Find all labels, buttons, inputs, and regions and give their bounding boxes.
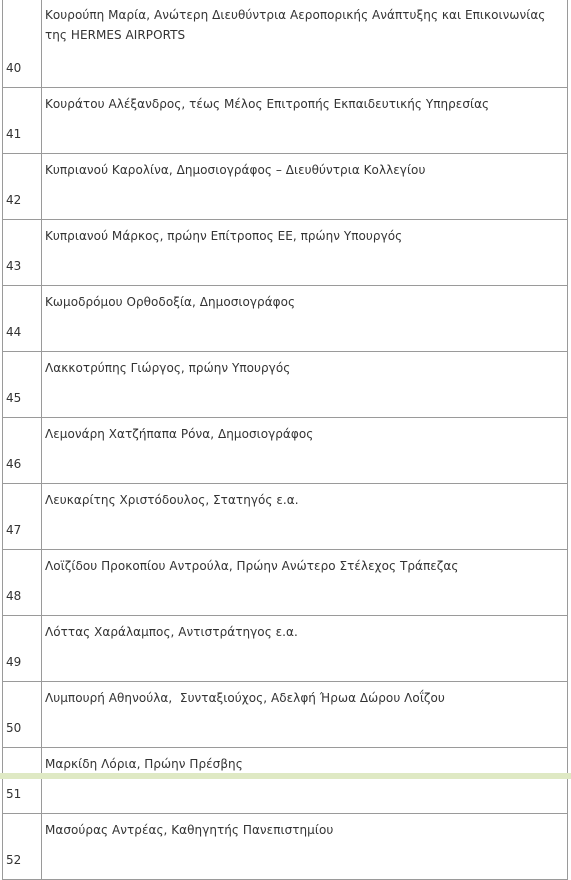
row-number-cell <box>3 88 42 154</box>
row-number-cell <box>3 748 42 814</box>
table-row <box>3 616 568 682</box>
table-row <box>3 814 568 880</box>
table-row <box>3 88 568 154</box>
signatory-name-cell: Μαρκίδη Λόρια, Πρώην Πρέσβης <box>42 748 568 814</box>
row-number-cell <box>3 286 42 352</box>
row-number-cell <box>3 682 42 748</box>
row-number-cell <box>3 154 42 220</box>
row-number-cell <box>3 814 42 880</box>
row-number-cell <box>3 0 42 88</box>
row-number: 44 <box>6 325 22 339</box>
row-number: 40 <box>6 61 22 75</box>
signatory-name-cell: Λυμπουρή Αθηνούλα, Συνταξιούχος, Αδελφή Ήρωα Δώρου Λοΐζου <box>42 682 568 748</box>
signatory-name-cell: Λεμονάρη Χατζήπαπα Ρόνα, Δημοσιογράφος <box>42 418 568 484</box>
row-number: 46 <box>6 457 22 471</box>
signatory-name-cell: Μασούρας Αντρέας, Καθηγητής Πανεπιστημίου <box>42 814 568 880</box>
row-number: 48 <box>6 589 22 603</box>
signatory-name-cell: Κυπριανού Μάρκος, πρώην Επίτροπος ΕΕ, πρώην Υπουργός <box>42 220 568 286</box>
signatory-name-cell: Κυπριανού Καρολίνα, Δημοσιογράφος – Διευθύντρια Κολλεγίου <box>42 154 568 220</box>
signatory-name-cell: Κωμοδρόμου Ορθοδοξία, Δημοσιογράφος <box>42 286 568 352</box>
row-number: 45 <box>6 391 22 405</box>
table-row <box>3 286 568 352</box>
signatory-name-cell: Λοϊζίδου Προκοπίου Αντρούλα, Πρώην Ανώτερο Στέλεχος Τράπεζας <box>42 550 568 616</box>
table-row <box>3 682 568 748</box>
row-number-cell <box>3 616 42 682</box>
signatories-table <box>2 0 568 880</box>
row-number: 42 <box>6 193 22 207</box>
signatory-name-cell: Κουρούπη Μαρία, Ανώτερη Διευθύντρια Αεροπορικής Ανάπτυξης και Επικοινωνίας της HERMES AIRPORTS <box>42 0 568 88</box>
row-number: 41 <box>6 127 22 141</box>
signatory-name-cell: Λακκοτρύπης Γιώργος, πρώην Υπουργός <box>42 352 568 418</box>
signatory-name-cell: Λόττας Χαράλαμπος, Αντιστράτηγος ε.α. <box>42 616 568 682</box>
row-number-cell <box>3 484 42 550</box>
row-number: 47 <box>6 523 22 537</box>
table-row <box>3 0 568 88</box>
row-number-cell <box>3 418 42 484</box>
table-row <box>3 154 568 220</box>
row-number: 43 <box>6 259 22 273</box>
row-number-cell <box>3 220 42 286</box>
table-row <box>3 748 568 814</box>
bottom-accent-bar <box>0 773 571 779</box>
table-row <box>3 550 568 616</box>
signatory-name-cell: Κουράτου Αλέξανδρος, τέως Μέλος Επιτροπής Εκπαιδευτικής Υπηρεσίας <box>42 88 568 154</box>
table-row <box>3 352 568 418</box>
signatory-name-cell: Λευκαρίτης Χριστόδουλος, Στατηγός ε.α. <box>42 484 568 550</box>
row-number: 51 <box>6 787 22 801</box>
signatories-table-body <box>3 0 568 880</box>
table-row <box>3 220 568 286</box>
table-row <box>3 418 568 484</box>
row-number: 49 <box>6 655 22 669</box>
table-row <box>3 484 568 550</box>
row-number: 52 <box>6 853 22 867</box>
row-number: 50 <box>6 721 22 735</box>
row-number-cell <box>3 352 42 418</box>
row-number-cell <box>3 550 42 616</box>
